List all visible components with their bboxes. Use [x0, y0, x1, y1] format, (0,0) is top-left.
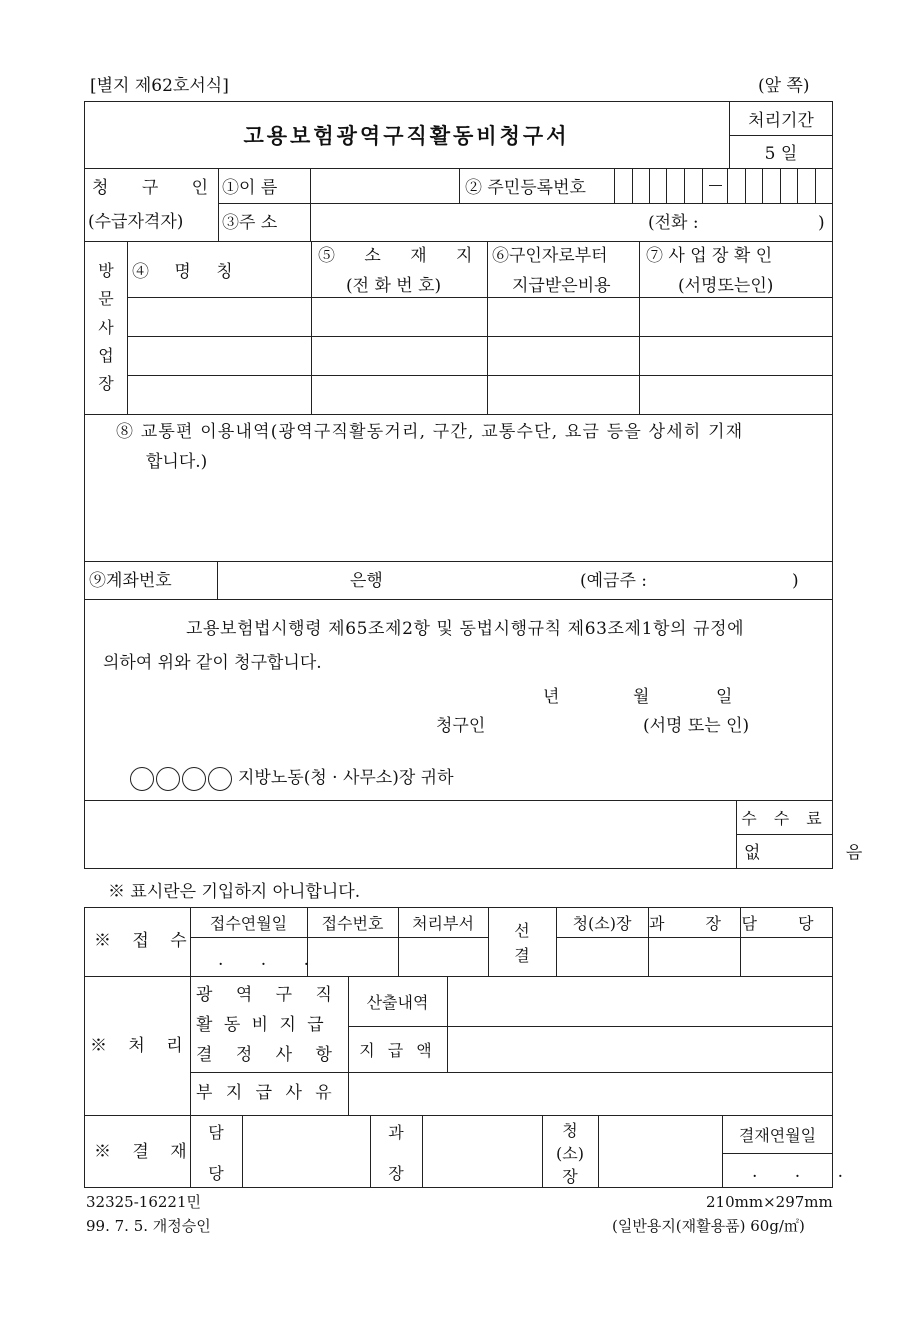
- transport-text-2: 합니다.): [146, 452, 208, 472]
- signer-label: 청구인: [436, 716, 486, 736]
- date-day: 일: [716, 687, 733, 707]
- processing-label: ※ 처 리: [90, 1036, 191, 1056]
- holder-close: ): [792, 571, 799, 591]
- transport-field[interactable]: [86, 478, 831, 560]
- rrn-label: ② 주민등록번호: [465, 178, 586, 198]
- non-payment-reason-label: 부 지 급 사 유: [196, 1083, 336, 1103]
- holder-label: (예금주 :: [580, 571, 648, 591]
- processing-period-label: 처리기간: [748, 110, 814, 131]
- transport-text-1: ⑧ 교통편 이용내역(광역구직활동거리, 구간, 교통수단, 요금 등을 상세히 기재: [116, 422, 744, 442]
- statement-line-1: 고용보험법시행령 제65조제2항 및 동법시행규칙 제63조제1항의 규정에: [186, 619, 745, 639]
- decision-label-3: 결 정 사 항: [196, 1045, 341, 1065]
- visits-side-label: 방 문 사 업 장: [98, 261, 114, 393]
- decision-label-1: 광 역 구 직: [196, 985, 341, 1005]
- claimant-sublabel: (수급자격자): [88, 212, 184, 232]
- approval-staff-label: 담 당: [208, 1123, 224, 1183]
- reception-no-col: 접수번호: [321, 913, 384, 933]
- address-field[interactable]: [311, 204, 641, 240]
- phone-label: (전화 :: [648, 213, 699, 233]
- bank-label: 은행: [350, 571, 383, 591]
- visit-row-2-name[interactable]: [128, 337, 311, 375]
- office-use-note: ※ 표시란은 기입하지 아니합니다.: [108, 882, 361, 902]
- fee-value: 없 음: [744, 843, 903, 863]
- date-month: 월: [633, 687, 650, 707]
- chief-col: 청(소)장: [572, 913, 632, 933]
- phone-close: ): [818, 213, 825, 233]
- staff-col: 담 당: [741, 913, 832, 933]
- col-confirm-sub: (서명또는인): [678, 276, 774, 296]
- paper-type: (일반용지(재활용품) 60g/㎡): [612, 1217, 805, 1235]
- form-code: 32325-16221민: [86, 1193, 201, 1211]
- col-received-cost: ⑥구인자로부터: [492, 246, 608, 266]
- col-business-name: ④ 명 칭: [132, 262, 243, 282]
- fee-label: 수 수 료: [741, 808, 828, 828]
- processing-period-value: 5 일: [764, 144, 798, 164]
- col-location-phone: (전 화 번 호): [346, 276, 442, 296]
- approval-date-value: . . .: [752, 1162, 860, 1182]
- date-year: 년: [543, 687, 560, 707]
- amount-label: 지 급 액: [359, 1040, 436, 1060]
- revision-approval: 99. 7. 5. 개정승인: [86, 1217, 211, 1235]
- name-field[interactable]: [311, 169, 459, 202]
- col-location: ⑤ 소 재 지: [318, 246, 485, 266]
- decision-label-2: 활 동 비 지 급: [196, 1015, 327, 1035]
- visit-row-1-name[interactable]: [128, 298, 311, 336]
- form-number: [별지 제62호서식]: [90, 76, 229, 96]
- addressee: 지방노동(청 · 사무소)장 귀하: [238, 768, 454, 788]
- approval-section-label: 과 장: [388, 1123, 404, 1183]
- account-label: ⑨계좌번호: [89, 571, 172, 591]
- sign-note: (서명 또는 인): [643, 716, 750, 736]
- office-blank-circles: [130, 767, 234, 791]
- claimant-label: 청 구 인: [92, 178, 223, 198]
- approval-chief-label: 청 (소) 장: [556, 1121, 584, 1186]
- col-received-cost-sub: 지급받은비용: [512, 276, 611, 296]
- reception-date-col: 접수연월일: [209, 913, 288, 933]
- paper-size: 210mm×297mm: [706, 1193, 833, 1211]
- visit-row-3-name[interactable]: [128, 376, 311, 414]
- page-side: (앞 쪽): [758, 76, 810, 96]
- col-confirm: ⑦ 사 업 장 확 인: [646, 246, 773, 266]
- approval-date-label: 결재연월일: [738, 1125, 817, 1145]
- address-label: ③주 소: [222, 213, 278, 233]
- section-chief-col: 과 장: [649, 913, 739, 933]
- name-label: ①이 름: [222, 178, 278, 198]
- reception-date-value: . . .: [218, 950, 326, 970]
- form-title: 고용보험광역구직활동비청구서: [243, 122, 570, 148]
- rrn-dash: [709, 185, 722, 186]
- reception-label: ※ 접 수: [94, 931, 195, 951]
- approval-label: 선 결: [514, 921, 530, 965]
- reception-dept-col: 처리부서: [412, 913, 474, 933]
- final-approval-label: ※ 결 재: [94, 1142, 195, 1162]
- calc-label: 산출내역: [366, 992, 429, 1012]
- statement-line-2: 의하여 위와 같이 청구합니다.: [103, 653, 322, 673]
